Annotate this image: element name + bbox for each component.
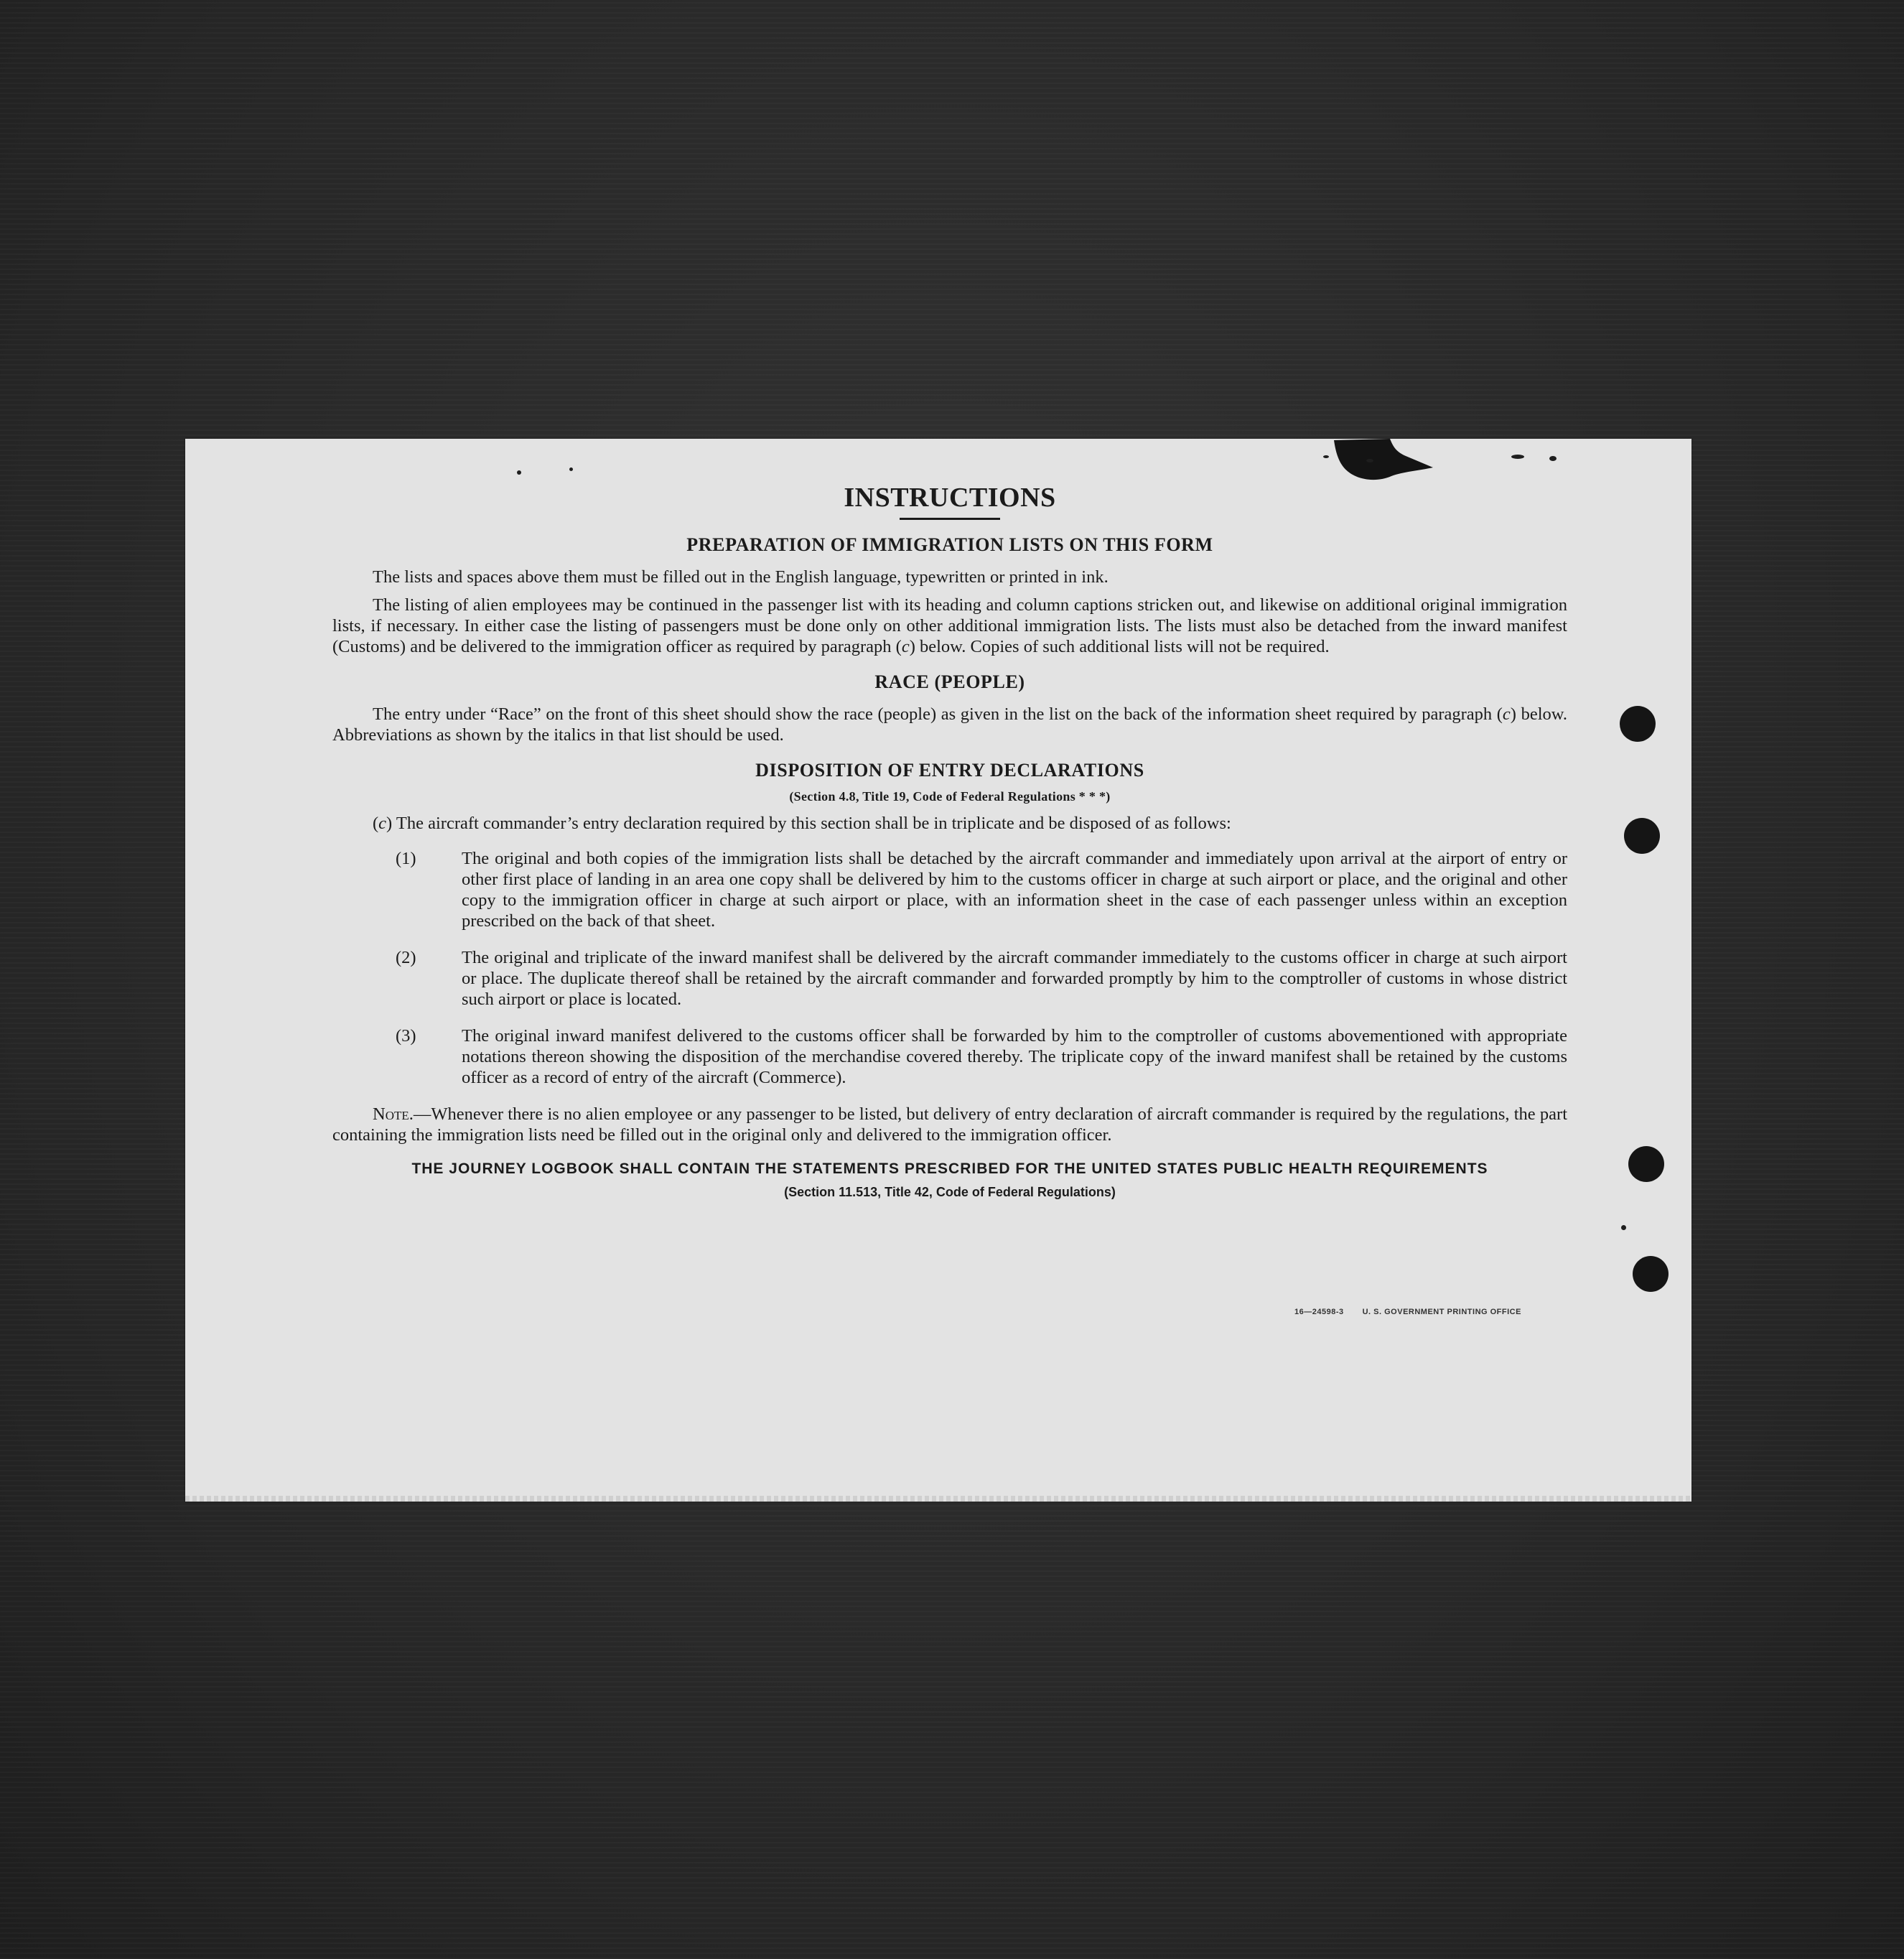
document-sheet bbox=[185, 439, 1691, 1502]
dust-speck bbox=[1621, 1225, 1626, 1230]
paragraph-reference-c: c bbox=[1502, 704, 1511, 724]
punch-hole-4 bbox=[1633, 1256, 1669, 1292]
disposition-intro-text: ) The aircraft commander’s entry declaration required by this section shall be in triplicate and be disposed of as follows: bbox=[386, 814, 1231, 833]
disposition-item-3 bbox=[332, 1025, 1567, 1088]
disposition-intro bbox=[332, 813, 1567, 834]
preparation-paragraph-2-text: The listing of alien employees may be continued in the passenger list with its heading and column captions stricken out, and likewise on additional original immigration lists, if necessary. In either case the listing of passengers must be done only on other additional immigration lists. The lists must also be detached from the inward manifest (Customs) and be delivered to the immigration officer as required by paragraph ( bbox=[332, 595, 1567, 656]
instructions-content bbox=[332, 482, 1567, 1203]
disposition-item-2 bbox=[332, 947, 1567, 1010]
preparation-paragraph-1: The lists and spaces above them must be filled out in the English language, typewritten or printed in ink. bbox=[373, 567, 1109, 587]
item-number: (3) bbox=[396, 1026, 416, 1046]
preparation-paragraph-2-end: ) below. Copies of such additional lists will not be required. bbox=[909, 637, 1330, 656]
printing-office-imprint bbox=[1294, 1308, 1521, 1316]
disposition-item-1 bbox=[332, 848, 1567, 931]
race-paragraph bbox=[332, 704, 1567, 745]
dust-speck bbox=[517, 470, 521, 475]
note-label: Note bbox=[373, 1104, 409, 1124]
dust-speck bbox=[569, 467, 573, 471]
health-requirements-heading: THE JOURNEY LOGBOOK SHALL CONTAIN THE STATEMENTS PRESCRIBED FOR THE UNITED STATES PUBLIC HEALTH REQUIREMENTS bbox=[411, 1160, 1488, 1177]
ink-blot-mark bbox=[1334, 439, 1434, 482]
race-paragraph-end: ) below. Abbreviations as shown by the italics in that list should be used. bbox=[332, 704, 1567, 745]
dust-speck bbox=[1323, 455, 1329, 458]
health-requirements-citation: (Section 11.513, Title 42, Code of Federal Regulations) bbox=[784, 1185, 1116, 1199]
preparation-heading: PREPARATION OF IMMIGRATION LISTS ON THIS FORM bbox=[686, 534, 1213, 555]
disposition-heading: DISPOSITION OF ENTRY DECLARATIONS bbox=[755, 760, 1144, 781]
paragraph-reference-c: c bbox=[901, 637, 910, 656]
race-heading: RACE (PEOPLE) bbox=[874, 671, 1025, 692]
punch-hole-2 bbox=[1624, 818, 1660, 854]
note-paragraph bbox=[332, 1104, 1567, 1145]
note-text: .—Whenever there is no alien employee or any passenger to be listed, but delivery of entry declaration of aircraft commander is required by the regulations, the part containing the immigration lists need be filled out in the original only and delivered to the immigration officer. bbox=[332, 1104, 1567, 1145]
printer-name: U. S. GOVERNMENT PRINTING OFFICE bbox=[1362, 1308, 1521, 1316]
item-text: The original and triplicate of the inward manifest shall be delivered by the aircraft commander immediately to the customs officer in charge at such airport or place. The duplicate thereof shall be retained by the aircraft commander and forwarded promptly by him to the comptroller of customs in whose district such airport or place is located. bbox=[462, 948, 1567, 1009]
race-paragraph-text: The entry under “Race” on the front of this sheet should show the race (people) as given in the list on the back of the information sheet required by paragraph ( bbox=[373, 704, 1503, 724]
item-number: (2) bbox=[396, 948, 416, 967]
disposition-intro-prefix: ( bbox=[373, 814, 379, 833]
item-number: (1) bbox=[396, 849, 416, 868]
sheet-bottom-edge bbox=[185, 1496, 1691, 1502]
item-text: The original inward manifest delivered to the customs officer shall be forwarded by him to the comptroller of customs abovementioned with appropriate notations thereon showing the disposition of the merchandise covered thereby. The triplicate copy of the inward manifest shall be retained by the customs officer as a record of entry of the aircraft (Commerce). bbox=[462, 1026, 1567, 1087]
paragraph-label-c: c bbox=[378, 814, 387, 833]
preparation-paragraph-2 bbox=[332, 595, 1567, 657]
document-title: INSTRUCTIONS bbox=[844, 483, 1056, 513]
item-text: The original and both copies of the immigration lists shall be detached by the aircraft commander and immediately upon arrival at the airport of entry or other first place of landing in an area one copy shall be delivered by him to the customs officer in charge at such airport or place, and the original and other copy to the immigration officer in charge at such airport or place, with an information sheet in the case of each passenger unless within an exception prescribed on the back of that sheet. bbox=[462, 849, 1567, 931]
dust-speck bbox=[1511, 455, 1524, 459]
form-print-code: 16—24598-3 bbox=[1294, 1308, 1344, 1316]
dust-speck bbox=[1366, 459, 1373, 462]
punch-hole-3 bbox=[1628, 1146, 1664, 1182]
title-underline bbox=[900, 518, 1000, 520]
dust-speck bbox=[1549, 456, 1557, 461]
punch-hole-1 bbox=[1620, 706, 1656, 742]
disposition-citation: (Section 4.8, Title 19, Code of Federal Regulations * * *) bbox=[789, 789, 1111, 804]
